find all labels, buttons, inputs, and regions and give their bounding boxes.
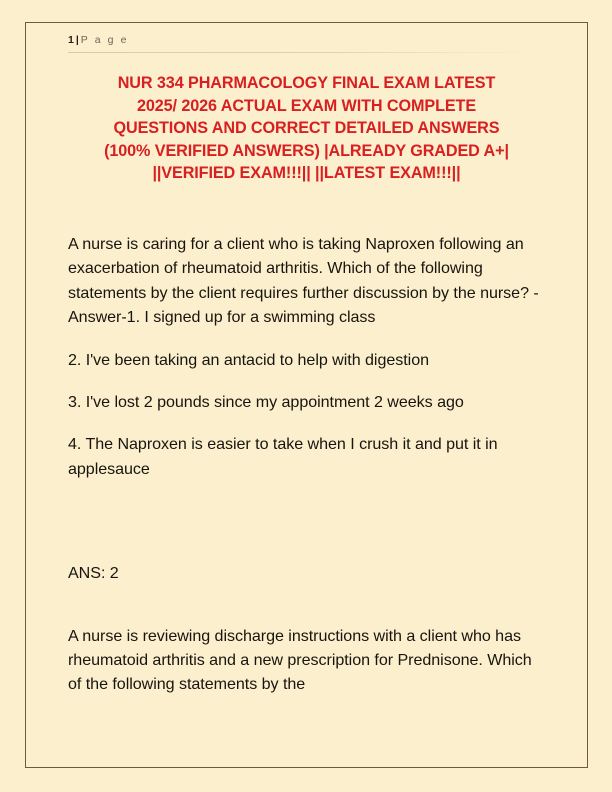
title-line-2: 2025/ 2026 ACTUAL EXAM WITH COMPLETE: [136, 96, 477, 115]
title-line-1: NUR 334 PHARMACOLOGY FINAL EXAM LATEST: [117, 74, 496, 92]
header-divider-rule: [68, 52, 540, 53]
question-1-stem: A nurse is caring for a client who is taking Naproxen following an exacerbation of rheumatoid arthritis. Which of the following statements by the client requires further discussion by the nurse? - Answer-1. I signed up for a swimming class: [68, 235, 539, 327]
running-header: [68, 33, 540, 53]
body-spacer-2: [68, 586, 545, 624]
question-1-option-4: 4. The Naproxen is easier to take when I crush it and put it in applesauce: [68, 435, 498, 478]
document-body: [68, 232, 545, 715]
header-separator: |: [75, 34, 79, 46]
title-line-5: ||VERIFIED EXAM!!!|| ||LATEST EXAM!!!||: [152, 164, 461, 183]
question-1-answer: ANS: 2: [68, 564, 119, 583]
body-spacer-1: [68, 499, 545, 561]
header-page-label: [68, 33, 540, 47]
header-page-word: P a g e: [80, 34, 129, 46]
question-1-option-2: 2. I've been taking an antacid to help with digestion: [68, 350, 429, 369]
title-line-3: QUESTIONS AND CORRECT DETAILED ANSWERS: [113, 119, 500, 138]
title-line-4: (100% VERIFIED ANSWERS) |ALREADY GRADED A+|: [104, 141, 509, 160]
question-2-stem: A nurse is reviewing discharge instructions with a client who has rheumatoid arthritis and a new prescription for Prednisone. Which of the following statements by the: [68, 626, 532, 694]
question-1-option-3: 3. I've lost 2 pounds since my appointment 2 weeks ago: [68, 393, 464, 412]
document-title: [62, 72, 551, 185]
header-page-number: 1: [68, 34, 74, 46]
